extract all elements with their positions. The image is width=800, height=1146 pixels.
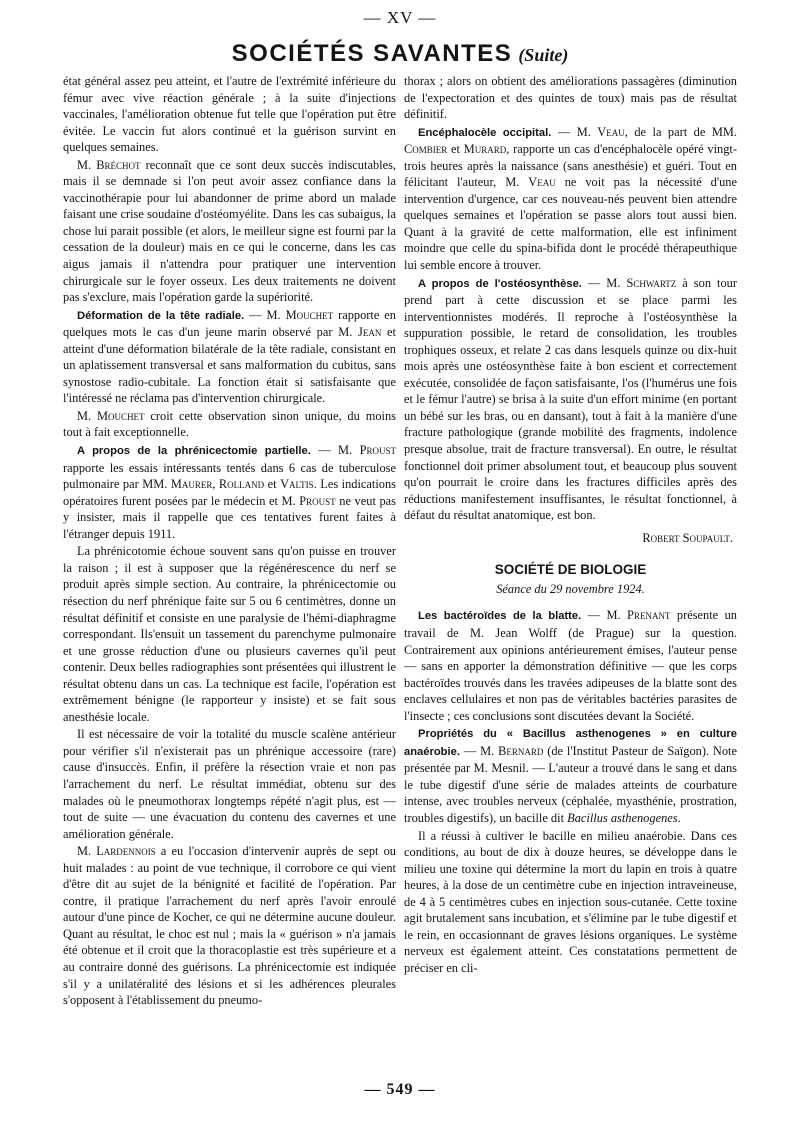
- paragraph: [404, 124, 737, 274]
- author-name: Jean: [358, 325, 382, 340]
- author-name: Proust: [299, 493, 336, 508]
- title-main: SOCIÉTÉS SAVANTES: [231, 40, 513, 67]
- author-name: Veau: [528, 175, 556, 190]
- author-name: Valtis: [280, 477, 314, 492]
- paragraph: état général assez peu atteint, et l'autre de l'extrémité inférieure du fémur avec vive réaction générale ; à la suite d'injections vaccinales, l'amélioration obtenue fut telle que l'opération put être évitée. Le vaccin fut alors continué et la guérison survint en quelques semaines.: [63, 74, 396, 155]
- paragraph: [404, 725, 737, 826]
- run-in-title: Propriétés du « Bacillus asthenogenes » en culture anaérobie.: [404, 728, 737, 758]
- paragraph-text: et atteint d'une déformation bilatérale de la tête radiale, consistant en un aplatissement transversal et sans malformation du cubitus, sans synostose radio-cubitale. La fonction était si satisfaisante que l'intéressé ne réclama pas d'intervention chirurgicale.: [63, 325, 396, 406]
- paragraph-text: ne veut pas y insister, mais il rappelle que ces tentatives furent faites à l'étranger depuis 1911.: [63, 493, 396, 541]
- paragraph: Il a réussi à cultiver le bacille en milieu anaérobie. Dans ces conditions, au bout de dix à douze heures, se développe dans le milieu une toxine qui détermine la mort du lapin en trois à quatre heures, à la dose de un centimètre cube en injection intraveineuse, de 4 à 5 centimètres cubes en injection sous-cutanée. Cette toxine agit brutalement sans incubation, et s'élimine par le tube digestif et le rein, en occasionnant de graves lésions organiques. Le système nerveux est également atteint. Ces constatations permettent de préciser en cli-: [404, 828, 737, 975]
- paragraph-text: ne voit pas la nécessité d'une intervention d'urgence, car ces nouveau-nés peuvent bien attendre quelques semaines et l'opération se passe alors tout aussi bien. Quant à la gravité de cette malformation, elle est infiniment moindre que celle du spina-bifida dont le procédé thérapeuthique lui semble encore à trouver.: [404, 175, 737, 273]
- page-title: [0, 40, 800, 68]
- paragraph-text: reconnaît que ce sont deux succès indiscutables, mais il se demnade si l'on peut avoir assez confiance dans la vaccinothérapie pour lui abandonner de prime abord un malade faisant une crise soudaine d'ostéomyélite. Dans les cas subaigus, la chose lui parait possible (et alors, le meilleur signe est fourni par la cessation de la douleur) mais en ce qui le concerne, dans les cas aigus jamais il n'attendra pour pratiquer une intervention chirurgicale sur le foyer osseux. Les deux traitements ne doivent pas s'exclure, mais l'opération garde la supériorité.: [63, 157, 396, 305]
- page-number: — 549 —: [364, 1081, 436, 1098]
- paragraph: [63, 307, 396, 407]
- paragraph-text: , de la part de MM.: [624, 124, 737, 139]
- paragraph-text: croit cette observation sinon unique, du moins tout à fait exceptionnelle.: [63, 408, 397, 440]
- author-name: M. Bréchot: [77, 157, 141, 172]
- section-title: SOCIÉTÉ DE BIOLOGIE: [494, 562, 647, 578]
- author-name: M. Mouchet: [77, 408, 145, 423]
- author-name: Prenant: [627, 608, 671, 623]
- paragraph-text: a eu l'occasion d'intervenir auprès de sept ou huit malades : au point de vue technique, il corrobore ce qui vient d'être dit au sujet de la bénignité et facilité de l'opération. Par contre, il pratique l'arrachement du nerf après l'avoir enroulé autour d'une pince de Kocher, ce qui ne détermine aucune douleur. Quant au résultat, le choc est nul ; mais la « guérison » n'a jamais été obtenue et il croit que la thoracoplastie est très supérieure et a au contraire donné des guérisons. La phrénicectomie est indiquée s'il y a unilatéralité des lésions et si les adhérences pleurales s'opposent à l'établissement du pneumo-: [63, 844, 396, 1008]
- paragraph: [63, 843, 396, 1008]
- species-name: Bacillus asthenogenes: [567, 810, 678, 825]
- run-in-title: Déformation de la tête radiale.: [77, 309, 245, 322]
- paragraph-text: .: [677, 810, 681, 825]
- run-in-title: Les bactéroïdes de la blatte.: [418, 610, 582, 623]
- signature: Robert Soupault.: [642, 530, 733, 545]
- session-date: Séance du 29 novembre 1924.: [496, 581, 645, 596]
- paragraph-text: , rapporte un cas d'encéphalocèle opéré vingt-trois heures après la naissance (sans anesthésie) et guéri. Tout en félicitant l'auteur, M.: [404, 142, 737, 190]
- run-in-title: A propos de la phrénicectomie partielle.: [77, 445, 311, 458]
- paragraph-text: présente un travail de M. Jean Wolff (de Prague) sur la question. Contrairement aux opinions antérieurement émises, l'auteur pense — sans en apporter la démonstration définitive — que les corps bactéroïdes trouvés dans les travées adipeuses de la blatte sont des enclaves cellulaires et non pas de véritables bactéries parasites de l'insecte ; ces conclusions sont discutées devant la Société.: [404, 608, 737, 723]
- paragraph: [63, 408, 396, 441]
- paragraph-text: — M.: [581, 275, 627, 290]
- author-name: Bernard: [498, 743, 544, 758]
- paragraph-text: — M.: [581, 608, 628, 623]
- paragraph: La phrénicotomie échoue souvent sans qu'on puisse en trouver la raison ; il est à supposer que la régénérescence du nerf se produit après simple section. Au contraire, la phrénicectomie ou résection du nerf phrénique faite sur 5 ou 6 centimètres, donne un résultat définitif et consiste en une paralysie de l'hémi-diaphragme correspondant. Ils'ensuit un tassement du parenchyme pulmonaire et une grosse réduction d'une ou plusieurs cavernes qu'il peut contenir. Deux belles radiographies sont présentées qui illustrent le résultat obtenu dans un cas. La technique est facile, l'opération est extrêmement bénigne (le rapporteur y insiste) et se fait sous anesthésie locale.: [63, 544, 396, 724]
- author-name: Maurer, Rolland: [170, 477, 265, 492]
- author-name: Murard: [463, 142, 507, 157]
- paragraph: thorax ; alors on obtient des améliorations passagères (diminution de l'expectoration et des quintes de toux) mais pas de résultat définitif.: [404, 74, 737, 122]
- paragraph-text: — M.: [459, 743, 499, 758]
- paragraph-text: à son tour prend part à cette discussion et se place parmi les interventionnistes modérés. Il reproche à l'ostéosynthèse la suppuration possible, le retard de consolidation, les troubles trophiques osseux, et relate 2 cas dans lesquels quinze ou dix-huit mois après une ostéosynthèse faite à bon escient et correctement exécutée, consolidée de façon satisfaisante, l'os (l'humérus une fois et le fémur l'autre) se brisa à la suite d'un effort minime (en portant un bébé sur les bras, ou en dansant), tout à fait à la manière d'une fracture pathologique (grande mobilité des fragments, indolence presque absolue, trait de fracture transversal). En outre, le résultat fonctionnel doit primer absolument tout, et beaucoup plus souvent qu'on pourrait le croire dans les fractures difficiles après des réductions manifestement insuffisantes, le résultat fonctionnel, à défaut du résultat anatomique, est bon.: [404, 275, 737, 523]
- paragraph-text: (de l'Institut Pasteur de Saïgon). Note présentée par M. Mesnil. — L'auteur a trouvé dans le sang et dans le tube digestif d'une série de malades atteints de courbature intense, avec troubles nerveux (céphalée, myasthénie, prostration, troubles digestifs), un bacille dit: [404, 743, 737, 825]
- paragraph-text: — M.: [310, 443, 360, 458]
- paragraph-text: et: [264, 477, 281, 492]
- paragraph-text: et: [447, 142, 464, 157]
- paragraph-text: — M.: [244, 307, 286, 322]
- title-suite: (Suite): [518, 45, 569, 65]
- author-name: Mouchet: [285, 307, 334, 322]
- paragraph: Il est nécessaire de voir la totalité du muscle scalène antérieur pour vérifier s'il n'existerait pas un phrénique accessoire (rare) cause d'insuccès. Enfin, il préfère la résection vraie et non pas l'arrachement du nerf. Le résultat immédiat, obtenu sur des malades où le pneumothorax longtemps répété n'agit plus, est — tout de suite — une évacuation du contenu des cavernes et une amélioration générale.: [63, 727, 396, 841]
- author-name: Combier: [404, 142, 448, 157]
- run-in-title: A propos de l'ostéosynthèse.: [418, 277, 582, 290]
- left-column: [63, 73, 396, 1010]
- paragraph-text: rapporte en quelques mots le cas d'un jeune marin observé par M.: [63, 307, 396, 340]
- author-name: Schwartz: [626, 275, 677, 290]
- paragraph-text: rapporte les essais intéressants tentés dans 6 cas de tuberculose pulmonaire par MM.: [63, 460, 396, 492]
- paragraph: [63, 442, 396, 542]
- author-name: Proust: [359, 443, 396, 458]
- page-running-header: — XV —: [363, 8, 437, 27]
- author-name: M. Lardennois: [77, 844, 156, 859]
- paragraph: [404, 607, 737, 724]
- run-in-title: Encéphalocèle occipital.: [418, 126, 552, 139]
- paragraph: [404, 275, 737, 524]
- paragraph-text: . Les indications opératoires furent posées par le médecin et M.: [63, 477, 396, 508]
- paragraph: [63, 157, 396, 306]
- right-column: [404, 73, 737, 977]
- author-name: Veau: [597, 124, 625, 139]
- paragraph-text: — M.: [551, 124, 598, 139]
